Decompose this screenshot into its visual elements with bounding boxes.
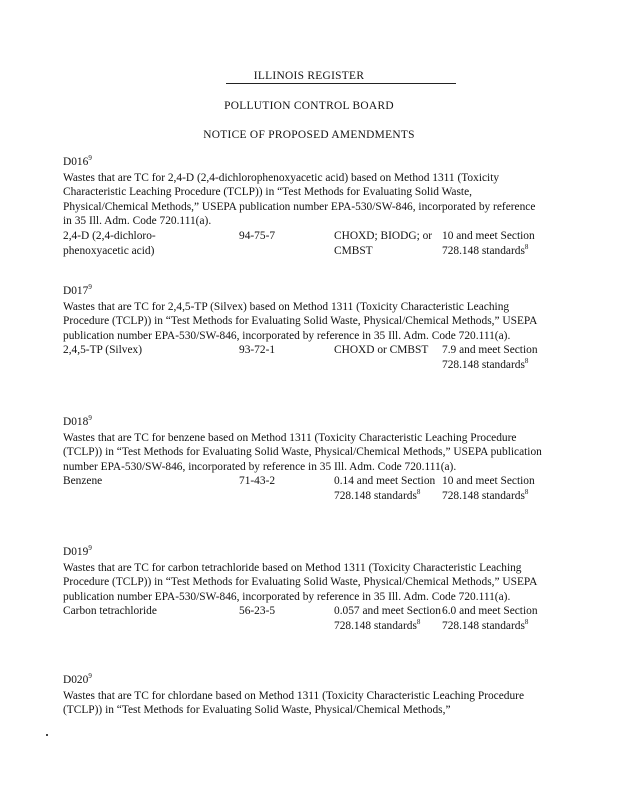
section-d016 <box>63 155 543 273</box>
footnote-ref: 9 <box>88 283 92 292</box>
cas-number: 56-23-5 <box>239 605 276 618</box>
nonwastewater-standard: 6.0 and meet Section 728.148 standards$^8$ <box>442 605 538 632</box>
section-d019 <box>63 545 543 648</box>
waste-description: Wastes that are TC for benzene based on Method 1311 (Toxicity Characteristic Leaching Procedure (TCLP)) in “Test Methods for Evaluating Solid Waste, Physical/Chemical Methods,” USEPA publication number EPA-530/SW-846, incorporated by reference in 35 Ill. Adm. Code 720.111(a). <box>63 431 542 473</box>
waste-description: Wastes that are TC for 2,4,5-TP (Silvex) based on Method 1311 (Toxicity Characteristic Leaching Procedure (TCLP)) in “Test Methods for Evaluating Solid Waste, Physical/Chemical Methods,” USEPA publication number EPA-530/SW-846, incorporated by reference in 35 Ill. Adm. Code 720.111(a). <box>63 300 537 342</box>
footnote-ref: 8 <box>524 357 529 366</box>
footnote-ref: 8 <box>524 242 529 251</box>
board-name: POLLUTION CONTROL BOARD <box>224 100 394 112</box>
constituent-name: Carbon tetrachloride <box>63 605 157 618</box>
footnote-ref: 9 <box>88 672 92 681</box>
section-d020 <box>63 673 543 718</box>
treatment-technology: CHOXD or CMBST <box>334 344 429 357</box>
cas-number: 71-43-2 <box>239 475 276 488</box>
wastewater-standard: 0.14 and meet Section 728.148 standards$^8$ <box>334 475 436 502</box>
waste-description: Wastes that are TC for carbon tetrachloride based on Method 1311 (Toxicity Characteristic Leaching Procedure (TCLP)) in “Test Methods for Evaluating Solid Waste, Physical/Chemical Methods,” USEPA publication number EPA-530/SW-846, incorporated by reference in 35 Ill. Adm. Code 720.111(a). <box>63 561 537 603</box>
table-row <box>63 474 543 518</box>
footnote-ref: 8 <box>416 618 421 627</box>
wastewater-standard: 0.057 and meet Section 728.148 standards$^8$ <box>334 605 441 632</box>
footnote-ref: 9 <box>88 154 92 163</box>
table-row <box>63 229 543 273</box>
nonwastewater-standard: 10 and meet Section 728.148 standards$^8$ <box>442 229 535 257</box>
table-row <box>63 604 543 648</box>
header-rule <box>226 83 456 84</box>
table-row <box>63 343 543 387</box>
section-d018 <box>63 415 543 518</box>
header-title: ILLINOIS REGISTER <box>253 70 365 82</box>
constituent-name: 2,4-D (2,4-dichloro-phenoxyacetic acid) <box>63 229 156 257</box>
waste-code: $D019^9$ <box>63 544 92 558</box>
footnote-ref: 9 <box>88 414 92 423</box>
nonwastewater-standard: 10 and meet Section 728.148 standards$^8$ <box>442 475 535 502</box>
cas-number: 94-75-7 <box>239 229 276 242</box>
footnote-ref: 8 <box>524 618 529 627</box>
section-d017 <box>63 284 543 387</box>
constituent-name: 2,4,5-TP (Silvex) <box>63 344 142 357</box>
cas-number: 93-72-1 <box>239 344 276 357</box>
notice-title: NOTICE OF PROPOSED AMENDMENTS <box>203 129 415 141</box>
waste-code: $D018^9$ <box>63 414 92 428</box>
waste-code: $D020^9$ <box>63 672 92 686</box>
treatment-technology: CHOXD; BIODG; or CMBST <box>334 229 433 257</box>
waste-code: $D016^9$ <box>63 154 92 168</box>
waste-description: Wastes that are TC for 2,4-D (2,4-dichlorophenoxyacetic acid) based on Method 1311 (Toxicity Characteristic Leaching Procedure (TCLP)) in “Test Methods for Evaluating Solid Waste, Physical/Chemical Methods,” USEPA publication number EPA-530/SW-846, incorporated by reference in 35 Ill. Adm. Code 720.111(a). <box>63 171 536 228</box>
footnote-ref: 8 <box>416 488 421 497</box>
waste-description: Wastes that are TC for chlordane based on Method 1311 (Toxicity Characteristic Leaching Procedure (TCLP)) in “Test Methods for Evaluating Solid Waste, Physical/Chemical Methods,” <box>63 689 525 717</box>
scan-artifact <box>46 734 48 736</box>
nonwastewater-standard: 7.9 and meet Section 728.148 standards$^8$ <box>442 344 538 371</box>
footnote-ref: 8 <box>524 488 529 497</box>
constituent-name: Benzene <box>63 475 103 488</box>
waste-code: $D017^9$ <box>63 283 92 297</box>
footnote-ref: 9 <box>88 544 92 553</box>
